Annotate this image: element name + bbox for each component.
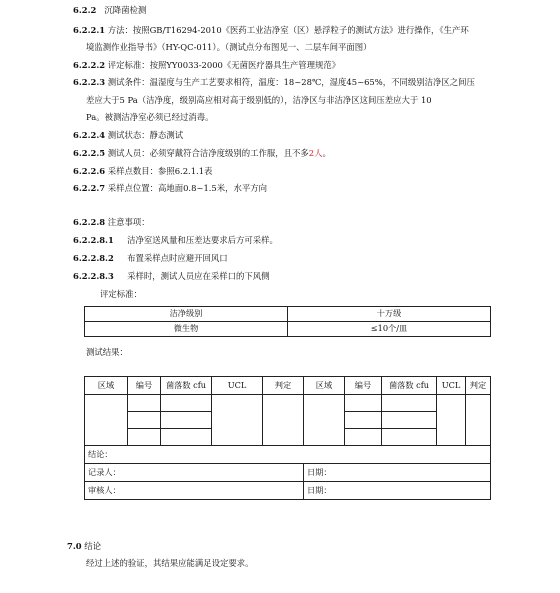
table-header-row [85, 377, 491, 395]
table-cell [161, 412, 212, 429]
standard-header-level: 十万级 [288, 307, 491, 322]
para-text: 布置采样点时应避开回风口 [127, 253, 228, 263]
col-header-ucl: UCL [437, 377, 466, 395]
para-text: 测试状态：静态测试 [107, 130, 184, 140]
col-header-number: 编号 [345, 377, 382, 395]
conclusion-cell: 结论： [85, 446, 491, 464]
standard-cell-item: 微生物 [85, 322, 288, 337]
table-row [85, 395, 491, 412]
para-text: 采样点数目：参照6.2.1.1表 [107, 166, 213, 176]
section-number: 6.2.2.8.1 [73, 235, 114, 245]
para-6-2-2-1 [73, 25, 469, 35]
col-header-area: 区域 [304, 377, 345, 395]
para-6-2-2-7 [73, 183, 267, 193]
section-title: 结论 [84, 541, 101, 551]
table-cell [345, 395, 382, 412]
col-header-ucl: UCL [212, 377, 263, 395]
standard-cell-limit: ≤10个/皿 [288, 322, 491, 337]
col-header-judgement: 判定 [466, 377, 491, 395]
section-number: 6.2.2 [73, 5, 97, 15]
section-number: 7.0 [67, 541, 82, 551]
table-cell [466, 395, 491, 446]
section-number: 6.2.2.5 [73, 148, 106, 158]
para-text: 注意事项： [107, 217, 150, 227]
section-number: 6.2.2.4 [73, 130, 106, 140]
table-cell [304, 395, 345, 446]
personnel-count: 2人 [308, 148, 323, 158]
para-6-2-2-8-1 [73, 235, 278, 245]
para-text: 洁净室送风量和压差达要求后方可采样。 [127, 235, 278, 245]
table-cell [382, 429, 437, 446]
para-6-2-2-8-3 [73, 271, 270, 281]
section-number: 6.2.2.8 [73, 217, 106, 227]
section-number: 6.2.2.8.2 [73, 253, 114, 263]
recorder-row [85, 464, 491, 482]
reviewer-cell: 审核人： [85, 482, 304, 500]
col-header-number: 编号 [128, 377, 161, 395]
col-header-judgement: 判定 [263, 377, 304, 395]
section-number: 6.2.2.8.3 [73, 271, 114, 281]
table-cell [263, 395, 304, 446]
para-text: 评定标准：按照YY0033-2000《无菌医疗器具生产管理规范》 [107, 60, 341, 70]
col-header-cfu: 菌落数 cfu [382, 377, 437, 395]
recorder-cell: 记录人： [85, 464, 304, 482]
standard-table [84, 306, 491, 337]
standard-header-class: 洁净级别 [85, 307, 288, 322]
para-text: 采样点位置：高地面0.8~1.5米，水平方向 [107, 183, 268, 193]
para-text: 测试人员：必须穿戴符合洁净度级别的工作服，且不多 [107, 148, 309, 158]
conclusion-text: 经过上述的验证，其结果应能满足设定要求。 [86, 558, 254, 568]
table-cell [85, 395, 128, 446]
result-label: 测试结果： [86, 347, 128, 357]
para-text: 方法：按照GB/T16294-2010《医药工业洁净室（区）悬浮粒子的测试方法》进行操作，《生产环 [107, 25, 469, 35]
para-6-2-2-5 [73, 148, 331, 158]
table-cell [382, 412, 437, 429]
table-cell [128, 429, 161, 446]
reviewer-date-cell: 日期： [304, 482, 491, 500]
para-text: 测试条件：温湿度与生产工艺要求相符，温度：18~28℃，湿度45~65%，不同级别洁净区之间压 [107, 77, 475, 87]
section-number: 6.2.2.6 [73, 166, 106, 176]
table-cell [212, 395, 263, 446]
para-text: 采样时，测试人员应在采样口的下风侧 [127, 271, 270, 281]
table-cell [161, 395, 212, 412]
table-cell [128, 412, 161, 429]
heading-7-0 [67, 541, 101, 551]
para-6-2-2-2 [73, 60, 340, 70]
para-6-2-2-6 [73, 166, 212, 176]
recorder-date-cell: 日期： [304, 464, 491, 482]
standard-label: 评定标准： [100, 289, 142, 299]
table-cell [161, 429, 212, 446]
table-cell [437, 395, 466, 446]
para-6-2-2-3-cont2: Pa。被测洁净室必须已经过消毒。 [86, 112, 214, 122]
section-title: 沉降菌检测 [104, 5, 147, 15]
para-6-2-2-3-cont1: 差应大于5 Pa（洁净度，级别高应相对高于级别低的），洁净区与非洁净区这间压差应大于 10 [86, 95, 432, 105]
heading-6-2-2 [73, 5, 146, 15]
table-cell [128, 395, 161, 412]
table-cell [345, 412, 382, 429]
table-cell [345, 429, 382, 446]
col-header-area: 区域 [85, 377, 128, 395]
para-6-2-2-3 [73, 77, 475, 87]
para-6-2-2-8 [73, 217, 150, 227]
section-number: 6.2.2.1 [73, 25, 106, 35]
table-cell [382, 395, 437, 412]
section-number: 6.2.2.2 [73, 60, 106, 70]
para-6-2-2-4 [73, 130, 183, 140]
result-table [84, 376, 491, 500]
conclusion-row [85, 446, 491, 464]
para-end: 。 [322, 148, 331, 158]
para-6-2-2-1-cont: 境监测作业指导书》（HY-QC-011）。（测试点分布图见一、二层车间平面图） [86, 42, 372, 52]
col-header-cfu: 菌落数 cfu [161, 377, 212, 395]
section-number: 6.2.2.7 [73, 183, 106, 193]
section-number: 6.2.2.3 [73, 77, 106, 87]
reviewer-row [85, 482, 491, 500]
para-6-2-2-8-2 [73, 253, 228, 263]
